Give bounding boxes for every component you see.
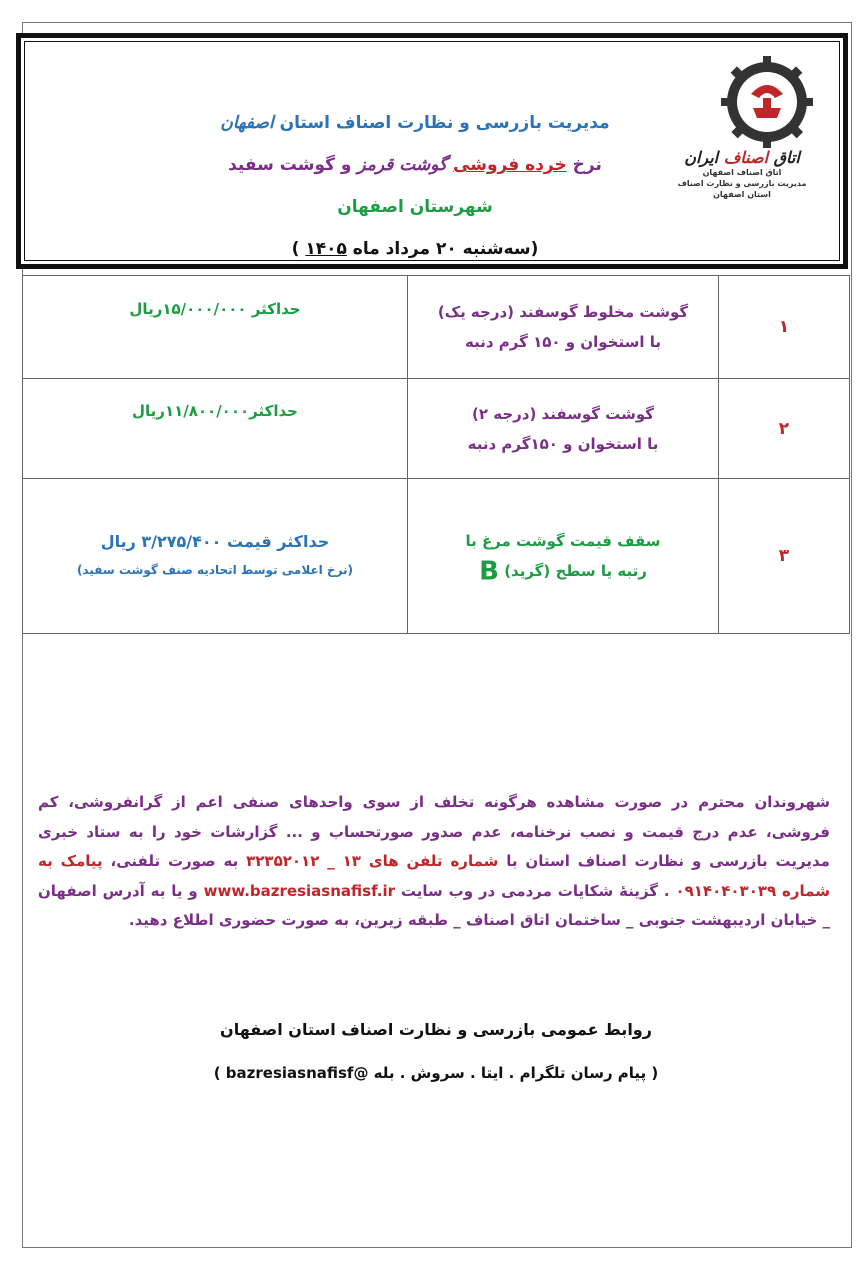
header-line-3: شهرستان اصفهان [337, 197, 493, 217]
row-number: ۳ [719, 479, 850, 634]
gear-logo-icon [667, 54, 817, 154]
row-number: ۱ [719, 276, 850, 379]
grade-letter: B [479, 556, 499, 587]
row-number: ۲ [719, 379, 850, 479]
item-description: سقف قیمت گوشت مرغ با رتبه یا سطح (گرید) B [408, 479, 719, 634]
header-date: (سه‌شنبه ۲۰ مرداد ماه ۱۴۰۵ ) [291, 239, 539, 259]
header-inner-border [24, 41, 840, 261]
header-titles [175, 112, 655, 280]
table-row [23, 379, 850, 479]
table-row [23, 276, 850, 379]
logo-subtitle-2: مدیریت بازرسی و نظارت اصناف [677, 179, 807, 188]
logo-subtitle-3: استان اصفهان [713, 190, 771, 199]
header-line-1: مدیریت بازرسی و نظارت اصناف استان اصفهان [220, 113, 610, 133]
logo-subtitle-1: اتاق اصناف اصفهان [702, 168, 782, 177]
item-price: حداکثر ۱۵/۰۰۰/۰۰۰ریال [23, 276, 408, 379]
logo-name: اتاق اصناف ایران [684, 148, 800, 167]
signature: روابط عمومی بازرسی و نظارت اصناف استان اصفهان [220, 1020, 652, 1039]
public-notice: شهروندان محترم در صورت مشاهده هرگونه تخلف از سوی واحدهای صنفی اعم از گرانفروشی، کم فروشی، عدم درج قیمت و نصب نرخنامه، عدم صدور صورتحساب و ... گزارشات خود را به ستاد خبری مدیریت بازرسی و نظارت اصناف استان با شماره تلفن های ۱۳ _ ۳۲۳۵۲۰۱۲ به صورت تلفنی، پیامک به شماره ۰۹۱۴۰۴۰۳۰۳۹ . گزینهٔ شکایات مردمی در وب سایت www.bazresiasnafisf.ir و یا به آدرس اصفهان _ خیابان اردیبهشت جنوبی _ ساختمان اتاق اصناف _ طبقه زیرین، به صورت حضوری اطلاع دهید. [38, 793, 830, 929]
logo [667, 54, 817, 214]
item-price: حداکثر۱۱/۸۰۰/۰۰۰ریال [23, 379, 408, 479]
item-description: گوشت مخلوط گوسفند (درجه یک) با استخوان و ۱۵۰ گرم دنبه [408, 276, 719, 379]
item-price: حداکثر قیمت ۳/۲۷۵/۴۰۰ ریال (نرخ اعلامی توسط اتحادیه صنف گوشت سفید) [23, 479, 408, 634]
price-table [22, 275, 850, 634]
website-link[interactable]: www.bazresiasnafisf.ir [203, 881, 396, 900]
header-line-2: نرخ خرده فروشی گوشت قرمز و گوشت سفید [228, 155, 602, 175]
table-row [23, 479, 850, 634]
item-description: گوشت گوسفند (درجه ۲) با استخوان و ۱۵۰گرم دنبه [408, 379, 719, 479]
messenger-channels: ( پیام رسان تلگرام . ایتا . سروش . بله @bazresiasnafisf ) [213, 1064, 659, 1082]
price-note: (نرخ اعلامی توسط اتحادیه صنف گوشت سفید) [76, 563, 354, 577]
header-box [16, 33, 848, 269]
